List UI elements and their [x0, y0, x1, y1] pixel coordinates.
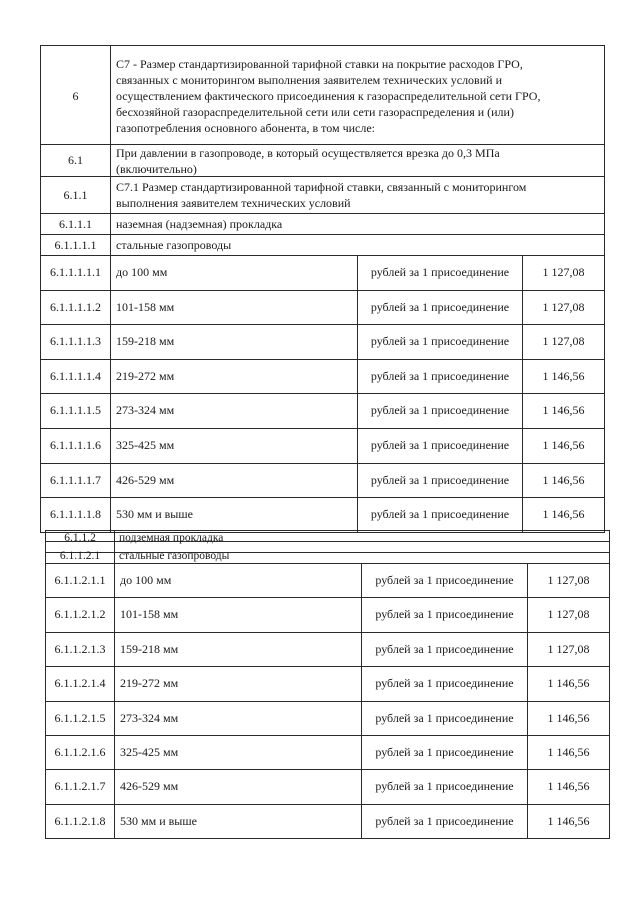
tariff-price: 1 127,08	[547, 607, 590, 621]
unit-of-measure: рублей за 1 присоединение	[375, 642, 514, 656]
tariff-price: 1 146,56	[542, 507, 585, 521]
table-rule	[45, 769, 610, 770]
unit-of-measure: рублей за 1 присоединение	[375, 676, 514, 690]
table-rule	[45, 563, 46, 839]
table-rule	[40, 255, 605, 256]
table-rule	[361, 563, 362, 839]
table-rule	[522, 255, 523, 533]
table-rule	[40, 324, 605, 325]
table-rule	[40, 428, 605, 429]
unit-of-measure: рублей за 1 присоединение	[375, 779, 514, 793]
unit-of-measure: рублей за 1 присоединение	[375, 607, 514, 621]
pipe-diameter: 426-529 мм	[120, 779, 179, 793]
table-rule	[40, 463, 605, 464]
pipe-diameter: 273-324 мм	[120, 711, 179, 725]
table-rule	[40, 290, 605, 291]
tariff-price: 1 146,56	[547, 814, 590, 828]
tariff-price: 1 146,56	[542, 473, 585, 487]
section-6-1-1-1-1-label: стальные газопроводы	[116, 238, 232, 252]
table-rule	[357, 255, 358, 533]
section-6-1-number: 6.1	[68, 153, 83, 167]
table-rule	[40, 497, 605, 498]
tariff-price: 1 146,56	[542, 438, 585, 452]
row-number: 6.1.1.1.1.8	[50, 507, 101, 521]
section-6-1-1-2-number: 6.1.1.2	[64, 532, 96, 544]
section-6-1-description	[116, 145, 500, 177]
unit-of-measure: рублей за 1 присоединение	[375, 745, 514, 759]
section-6-1-1-line: С7.1 Размер стандартизированной тарифной ставки, связанный с мониторингом	[116, 180, 527, 194]
section-6-line: осуществлением фактического присоединения к газораспределительной сети ГРО,	[116, 89, 541, 103]
section-6-1-1-description	[116, 179, 526, 211]
pipe-diameter: 273-324 мм	[116, 403, 175, 417]
table-rule	[609, 563, 610, 839]
unit-of-measure: рублей за 1 присоединение	[370, 369, 510, 383]
unit-of-measure: рублей за 1 присоединение	[370, 300, 510, 314]
pipe-diameter: 159-218 мм	[120, 642, 179, 656]
pipe-diameter: 219-272 мм	[120, 676, 179, 690]
row-number: 6.1.1.2.1.2	[54, 607, 106, 621]
table-rule	[45, 563, 610, 564]
pipe-diameter: до 100 мм	[120, 573, 172, 587]
tariff-price: 1 146,56	[547, 779, 590, 793]
section-6-1-1-1-1-number: 6.1.1.1.1	[54, 238, 97, 252]
section-6-1-line: (включительно)	[116, 162, 197, 176]
unit-of-measure: рублей за 1 присоединение	[370, 473, 510, 487]
row-number: 6.1.1.2.1.7	[54, 779, 106, 793]
pipe-diameter: до 100 мм	[116, 265, 168, 279]
section-6-1-1-1-label: наземная (надземная) прокладка	[116, 217, 283, 231]
tariff-price: 1 146,56	[542, 403, 585, 417]
section-6-line: С7 - Размер стандартизированной тарифной ставки на покрытие расходов ГРО,	[116, 57, 523, 71]
table-rule	[45, 632, 610, 633]
table-rule	[45, 735, 610, 736]
unit-of-measure: рублей за 1 присоединение	[370, 265, 510, 279]
table-rule	[40, 255, 41, 533]
section-6-description	[116, 56, 540, 136]
table-rule	[114, 563, 115, 839]
table-rule	[45, 597, 610, 598]
row-number: 6.1.1.1.1.4	[50, 369, 101, 383]
row-number: 6.1.1.2.1.3	[54, 642, 106, 656]
tariff-price: 1 127,08	[542, 265, 585, 279]
table-rule	[45, 666, 610, 667]
tariff-price: 1 146,56	[547, 676, 590, 690]
pipe-diameter: 530 мм и выше	[120, 814, 197, 828]
unit-of-measure: рублей за 1 присоединение	[370, 334, 510, 348]
pipe-diameter: 159-218 мм	[116, 334, 175, 348]
section-6-1-1-2-1-number: 6.1.1.2.1	[59, 550, 101, 562]
table-rule	[45, 804, 610, 805]
unit-of-measure: рублей за 1 присоединение	[375, 711, 514, 725]
row-number: 6.1.1.1.1.7	[50, 473, 101, 487]
unit-of-measure: рублей за 1 присоединение	[370, 507, 510, 521]
row-number: 6.1.1.2.1.6	[54, 745, 106, 759]
row-number: 6.1.1.1.1.1	[50, 265, 101, 279]
pipe-diameter: 101-158 мм	[120, 607, 179, 621]
table-rule	[527, 563, 528, 839]
section-6-line: связанных с мониторингом выполнения заявителем технических условий и	[116, 73, 502, 87]
pipe-diameter: 426-529 мм	[116, 473, 175, 487]
pipe-diameter: 325-425 мм	[116, 438, 175, 452]
pipe-diameter: 530 мм и выше	[116, 507, 193, 521]
row-number: 6.1.1.2.1.8	[54, 814, 106, 828]
unit-of-measure: рублей за 1 присоединение	[370, 403, 510, 417]
row-number: 6.1.1.2.1.5	[54, 711, 106, 725]
section-6-1-1-2-label: подземная прокладка	[119, 532, 224, 544]
table-rule	[45, 701, 610, 702]
section-6-line: бесхозяйной газораспределительной сети или сети газораспределения и (или)	[116, 105, 514, 119]
row-number: 6.1.1.1.1.5	[50, 403, 101, 417]
row-number: 6.1.1.2.1.1	[54, 573, 106, 587]
section-6-1-1-1-number: 6.1.1.1	[59, 217, 92, 231]
section-6-number: 6	[72, 89, 79, 103]
tariff-price: 1 127,08	[547, 642, 590, 656]
row-number: 6.1.1.1.1.6	[50, 438, 101, 452]
table-rule	[110, 255, 111, 533]
tariff-price: 1 127,08	[542, 300, 585, 314]
pipe-diameter: 101-158 мм	[116, 300, 175, 314]
row-number: 6.1.1.1.1.3	[50, 334, 101, 348]
section-6-line: газопотребления основного абонента, в том числе:	[116, 121, 376, 135]
tariff-price: 1 127,08	[547, 573, 590, 587]
unit-of-measure: рублей за 1 присоединение	[375, 573, 514, 587]
tariff-price: 1 146,56	[547, 745, 590, 759]
section-6-1-line: При давлении в газопроводе, в который осуществляется врезка до 0,3 МПа	[116, 146, 500, 160]
pipe-diameter: 219-272 мм	[116, 369, 175, 383]
table-rule	[45, 838, 610, 839]
tariff-price: 1 146,56	[542, 369, 585, 383]
unit-of-measure: рублей за 1 присоединение	[375, 814, 514, 828]
table-rule	[40, 359, 605, 360]
tariff-price: 1 127,08	[542, 334, 585, 348]
section-6-1-1-number: 6.1.1	[63, 188, 88, 202]
table-rule	[604, 255, 605, 533]
row-number: 6.1.1.2.1.4	[54, 676, 106, 690]
pipe-diameter: 325-425 мм	[120, 745, 179, 759]
table-rule	[40, 393, 605, 394]
section-6-1-1-2-1-label: стальные газопроводы	[119, 550, 230, 562]
tariff-price: 1 146,56	[547, 711, 590, 725]
section-6-1-1-line: выполнения заявителем технических условий	[116, 196, 351, 210]
unit-of-measure: рублей за 1 присоединение	[370, 438, 510, 452]
row-number: 6.1.1.1.1.2	[50, 300, 101, 314]
